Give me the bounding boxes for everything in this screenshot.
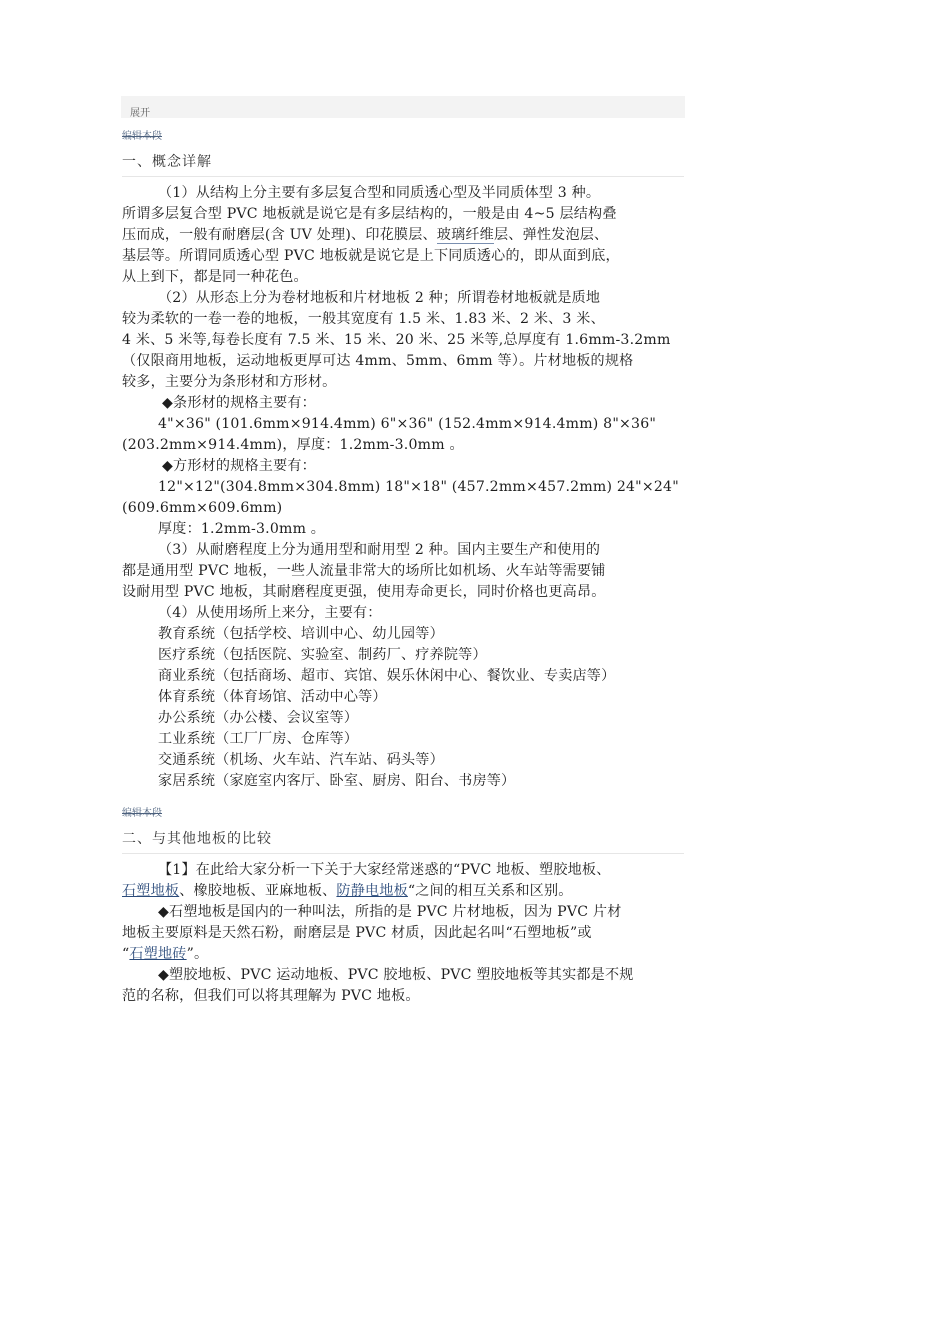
text-run: “ xyxy=(122,946,130,962)
section-1-body xyxy=(122,183,684,792)
text-run: 层、弹性发泡层、 xyxy=(493,227,609,243)
text-run: ”。 xyxy=(186,946,209,962)
paragraph-line xyxy=(122,944,684,965)
list-item: 交通系统（机场、火车站、汽车站、码头等） xyxy=(158,752,444,768)
anti-static-floor-link[interactable]: 防静电地板 xyxy=(336,883,408,899)
expand-bar xyxy=(121,96,685,118)
paragraph-line: ◆塑胶地板、PVC 运动地板、PVC 胶地板、PVC 塑胶地板等其实都是不规 xyxy=(158,967,634,983)
section-title-1: 一、概念详解 xyxy=(122,151,684,177)
glass-fiber-link[interactable]: 玻璃纤维 xyxy=(436,227,494,243)
paragraph-line: 4"×36" (101.6mm×914.4mm) 6"×36" (152.4mm×914.4mm) 8"×36" xyxy=(158,416,657,432)
list-item: 医疗系统（包括医院、实验室、制药厂、疗养院等） xyxy=(158,647,487,663)
paragraph-line: 较为柔软的一卷一卷的地板，一般其宽度有 1.5 米、1.83 米、2 米、3 米、 xyxy=(122,311,605,327)
paragraph-line: （2）从形态上分为卷材地板和片材地板 2 种；所谓卷材地板就是质地 xyxy=(158,290,601,306)
list-item: 工业系统（工厂厂房、仓库等） xyxy=(158,731,359,747)
paragraph-line: 所谓多层复合型 PVC 地板就是说它是有多层结构的，一般是由 4~5 层结构叠 xyxy=(122,206,617,222)
list-item: 商业系统（包括商场、超市、宾馆、娱乐休闲中心、餐饮业、专卖店等） xyxy=(158,668,616,684)
paragraph-line: （仅限商用地板，运动地板更厚可达 4mm、5mm、6mm 等）。片材地板的规格 xyxy=(122,353,634,369)
paragraph-line: (203.2mm×914.4mm)，厚度：1.2mm-3.0mm 。 xyxy=(122,437,464,453)
text-run: 压而成，一般有耐磨层(含 UV 处理)、印花膜层、 xyxy=(122,227,437,243)
paragraph-line: 范的名称，但我们可以将其理解为 PVC 地板。 xyxy=(122,988,420,1004)
paragraph-line: 都是通用型 PVC 地板，一些人流量非常大的场所比如机场、火车站等需要铺 xyxy=(122,563,606,579)
paragraph-line: （4）从使用场所上来分，主要有： xyxy=(158,605,382,621)
stone-plastic-tile-link[interactable]: 石塑地砖 xyxy=(129,946,187,962)
paragraph-line: ◆条形材的规格主要有： xyxy=(162,395,316,411)
list-item: 体育系统（体育场馆、活动中心等） xyxy=(158,689,387,705)
paragraph-line xyxy=(122,225,684,246)
paragraph-line: 4 米、5 米等,每卷长度有 7.5 米、15 米、20 米、25 米等,总厚度有 1.6mm-3.2mm xyxy=(122,332,671,348)
paragraph-line: 12"×12"(304.8mm×304.8mm) 18"×18" (457.2mm×457.2mm) 24"×24" xyxy=(158,479,679,495)
paragraph-line: 较多，主要分为条形材和方形材。 xyxy=(122,374,337,390)
section-2-body xyxy=(122,860,684,1007)
paragraph-line: 基层等。所谓同质透心型 PVC 地板就是说它是上下同质透心的，即从面到底， xyxy=(122,248,620,264)
paragraph-line: ◆石塑地板是国内的一种叫法，所指的是 PVC 片材地板，因为 PVC 片材 xyxy=(158,904,622,920)
list-item: 家居系统（家庭室内客厅、卧室、厨房、阳台、书房等） xyxy=(158,773,516,789)
stone-plastic-floor-link[interactable]: 石塑地板 xyxy=(122,883,180,899)
expand-link[interactable]: 展开 xyxy=(130,108,150,119)
edit-section-link[interactable]: 编辑本段 xyxy=(122,808,162,819)
paragraph-line xyxy=(122,881,684,902)
paragraph-line: 从上到下，都是同一种花色。 xyxy=(122,269,308,285)
list-item: 教育系统（包括学校、培训中心、幼儿园等） xyxy=(158,626,444,642)
paragraph-line: （3）从耐磨程度上分为通用型和耐用型 2 种。国内主要生产和使用的 xyxy=(158,542,601,558)
paragraph-line: ◆方形材的规格主要有： xyxy=(162,458,316,474)
text-run: 、橡胶地板、亚麻地板、 xyxy=(179,883,337,899)
paragraph-line: 设耐用型 PVC 地板，其耐磨程度更强，使用寿命更长，同时价格也更高昂。 xyxy=(122,584,606,600)
list-item: 办公系统（办公楼、会议室等） xyxy=(158,710,359,726)
paragraph-line: 厚度：1.2mm-3.0mm 。 xyxy=(158,521,326,537)
edit-section-link[interactable]: 编辑本段 xyxy=(122,131,162,142)
paragraph-line: （1）从结构上分主要有多层复合型和同质透心型及半同质体型 3 种。 xyxy=(158,185,601,201)
paragraph-line: (609.6mm×609.6mm) xyxy=(122,500,283,516)
section-title-2: 二、与其他地板的比较 xyxy=(122,828,684,854)
paragraph-line: 【1】在此给大家分析一下关于大家经常迷惑的“PVC 地板、塑胶地板、 xyxy=(158,862,611,878)
text-run: “之间的相互关系和区别。 xyxy=(407,883,573,899)
paragraph-line: 地板主要原料是天然石粉，耐磨层是 PVC 材质，因此起名叫“石塑地板”或 xyxy=(122,925,592,941)
